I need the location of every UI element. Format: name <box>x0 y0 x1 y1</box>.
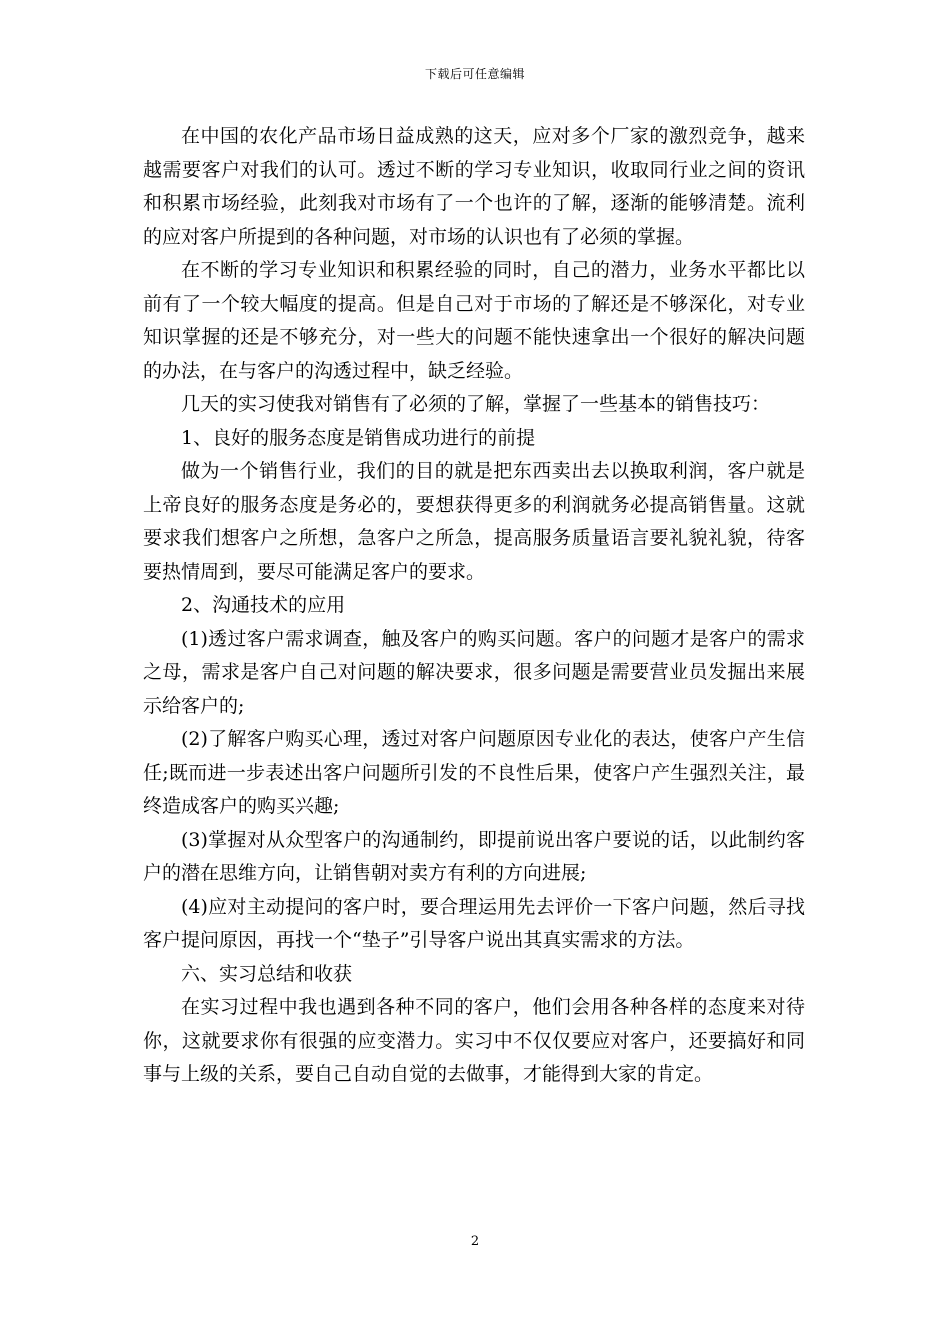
list-item-communication-2: (2)了解客户购买心理，透过对客户问题原因专业化的表达，使客户产生信任;既而进一步表述出客户问题所引发的不良性后果，使客户产生强烈关注，最终造成客户的购买兴趣; <box>143 728 805 817</box>
heading-summary: 六、实习总结和收获 <box>181 962 353 985</box>
paragraph-ability-improvement: 在不断的学习专业知识和积累经验的同时，自己的潜力，业务水平都比以前有了一个较大幅度的提高。但是自己对于市场的了解还是不够深化，对专业知识掌握的还是不够充分，对一些大的问题不能快速拿出一个很好的解决问题的办法，在与客户的沟透过程中，缺乏经验。 <box>143 259 805 382</box>
list-item-communication-3: (3)掌握对从众型客户的沟通制约，即提前说出客户要说的话，以此制约客户的潜在思维方向，让销售朝对卖方有利的方向进展; <box>143 828 805 884</box>
paragraph-summary: 在实习过程中我也遇到各种不同的客户，他们会用各种各样的态度来对待你，这就要求你有很强的应变潜力。实习中不仅仅要应对客户，还要搞好和同事与上级的关系，要自己自动自觉的去做事，才能得到大家的肯定。 <box>143 996 805 1085</box>
heading-service-attitude: 1、良好的服务态度是销售成功进行的前提 <box>181 426 536 449</box>
document-body <box>143 120 805 1092</box>
page-number: 2 <box>470 1234 480 1249</box>
paragraph-service-attitude: 做为一个销售行业，我们的目的就是把东西卖出去以换取利润，客户就是上帝良好的服务态度是务必的，要想获得更多的利润就务必提高销售量。这就要求我们想客户之所想，急客户之所急，提高服务质量语言要礼貌礼貌，待客要热情周到，要尽可能满足客户的要求。 <box>143 460 805 583</box>
page-header: 下载后可任意编辑 <box>424 67 525 81</box>
paragraph-market-experience: 在中国的农化产品市场日益成熟的这天，应对多个厂家的激烈竞争，越来越需要客户对我们的认可。透过不断的学习专业知识，收取同行业之间的资讯和积累市场经验，此刻我对市场有了一个也许的了解，逐渐的能够清楚。流利的应对客户所提到的各种问题，对市场的认识也有了必须的掌握。 <box>143 125 805 248</box>
list-item-communication-4: (4)应对主动提问的客户时，要合理运用先去评价一下客户问题，然后寻找客户提问原因，再找一个“垫子”引导客户说出其真实需求的方法。 <box>143 895 805 951</box>
heading-communication: 2、沟通技术的应用 <box>181 594 346 616</box>
list-item-communication-1: (1)透过客户需求调查，触及客户的购买问题。客户的问题才是客户的需求之母，需求是客户自己对问题的解决要求，很多问题是需要营业员发掘出来展示给客户的; <box>143 627 805 717</box>
paragraph-sales-skills-intro: 几天的实习使我对销售有了必须的了解，掌握了一些基本的销售技巧： <box>181 393 771 415</box>
